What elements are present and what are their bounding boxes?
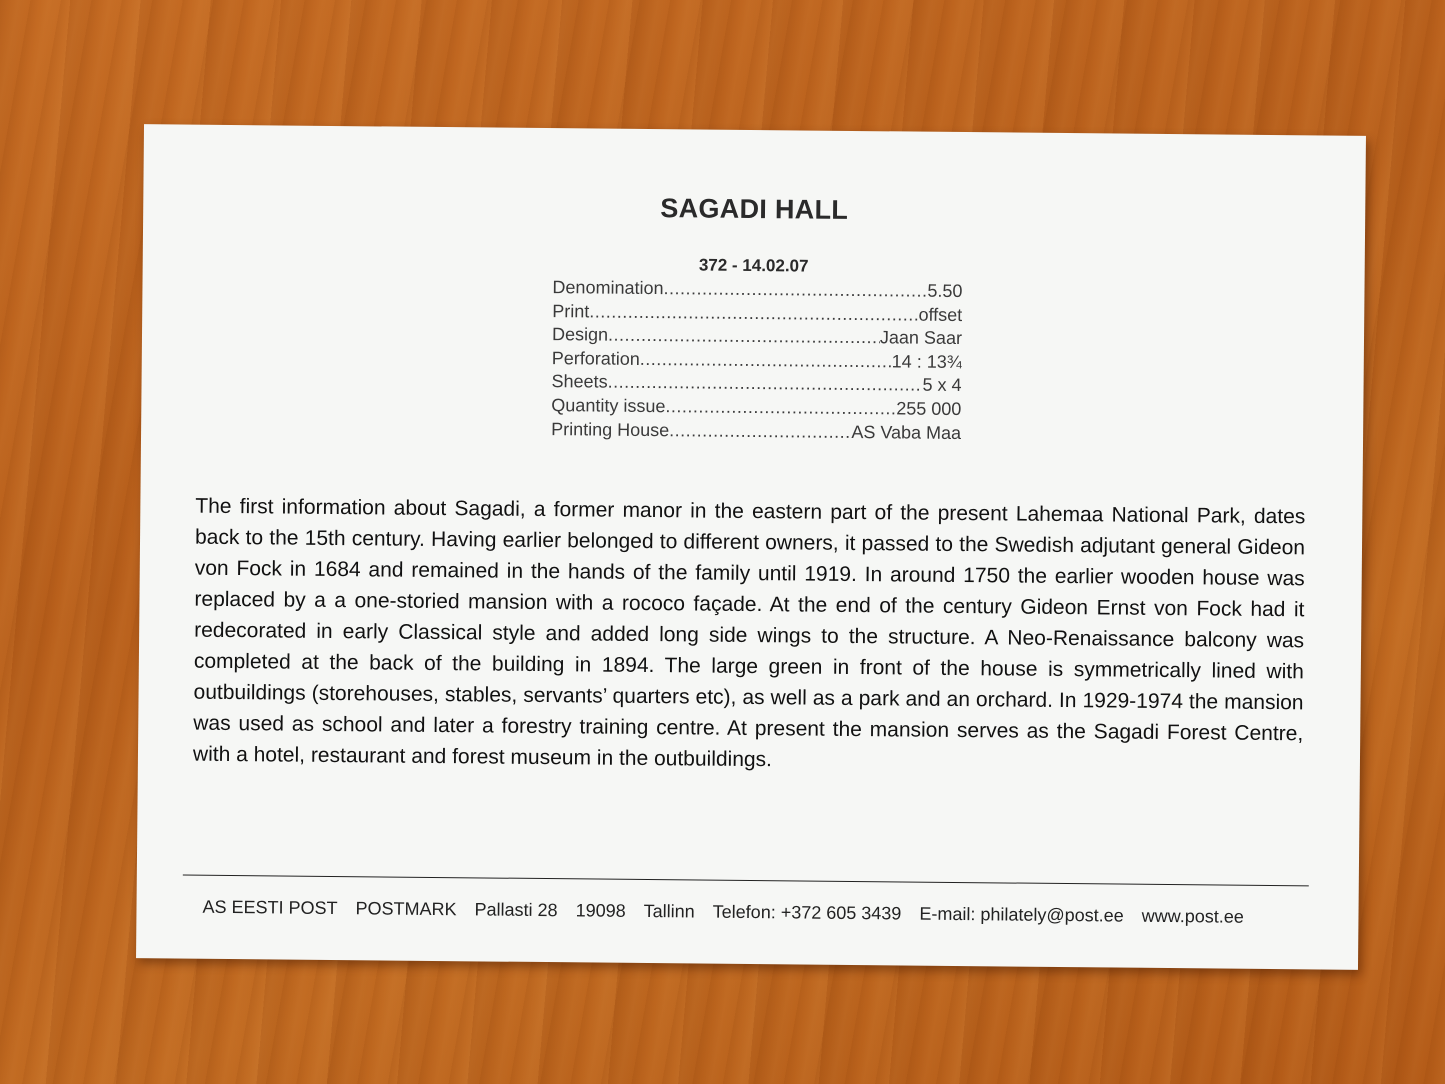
description-paragraph: The first information about Sagadi, a former manor in the eastern part of the present Lahemaa National Park, dates back to the 15th century. Having earlier belonged to different owners, it passed to the Swedish adjutant general Gideon von Fock in 1684 and remained in the hands of the family until 1919. In around 1750 the earlier wooden house was replaced by a a one-storied mansion with a rococo façade. At the end of the century Gideon Ernst von Fock had it redecorated in early Classical style and added long side wings to the structure. A Neo-Renaissance balcony was completed at the back of the building in 1894. The large green in front of the house is symmetrically lined with outbuildings (storehouses, stables, servants’ quarters etc), as well as a park and an orchard. In 1929-1974 the mansion was used as school and later a forestry training centre. At present the mansion serves as the Sagadi Forest Centre, with a hotel, restaurant and forest museum in the outbuildings. [192,494,1306,772]
footer-phone: Telefon: +372 605 3439 [712,901,902,924]
footer-dept: POSTMARK [355,898,457,920]
footer-web: www.post.ee [1141,905,1244,927]
spec-row-design: Design ..... Jaan Saar [552,323,962,351]
footer-street: Pallasti 28 [474,899,558,921]
issue-number: 372 - 14.02.07 [698,255,809,276]
spec-row-quantity: Quantity issue ..... 255 000 [551,394,961,422]
info-card [136,124,1366,970]
footer-divider [183,875,1309,887]
footer-city: Tallinn [643,900,695,922]
footer-postcode: 19098 [575,900,626,921]
footer-contact [202,897,1302,929]
spec-row-sheets: Sheets ..... 5 x 4 [551,370,961,398]
footer-company: AS EESTI POST [202,896,338,919]
spec-row-denomination: Denomination ..... 5.50 [552,276,962,304]
spec-row-print: Print ..... offset [552,300,962,328]
spec-row-printing-house: Printing House ..... AS Vaba Maa [551,418,961,446]
spec-row-perforation: Perforation ..... 14 : 13¾ [552,347,962,375]
card-title: SAGADI HALL [660,193,849,225]
spec-list [551,276,963,445]
footer-email: E-mail: philately@post.ee [919,903,1124,926]
